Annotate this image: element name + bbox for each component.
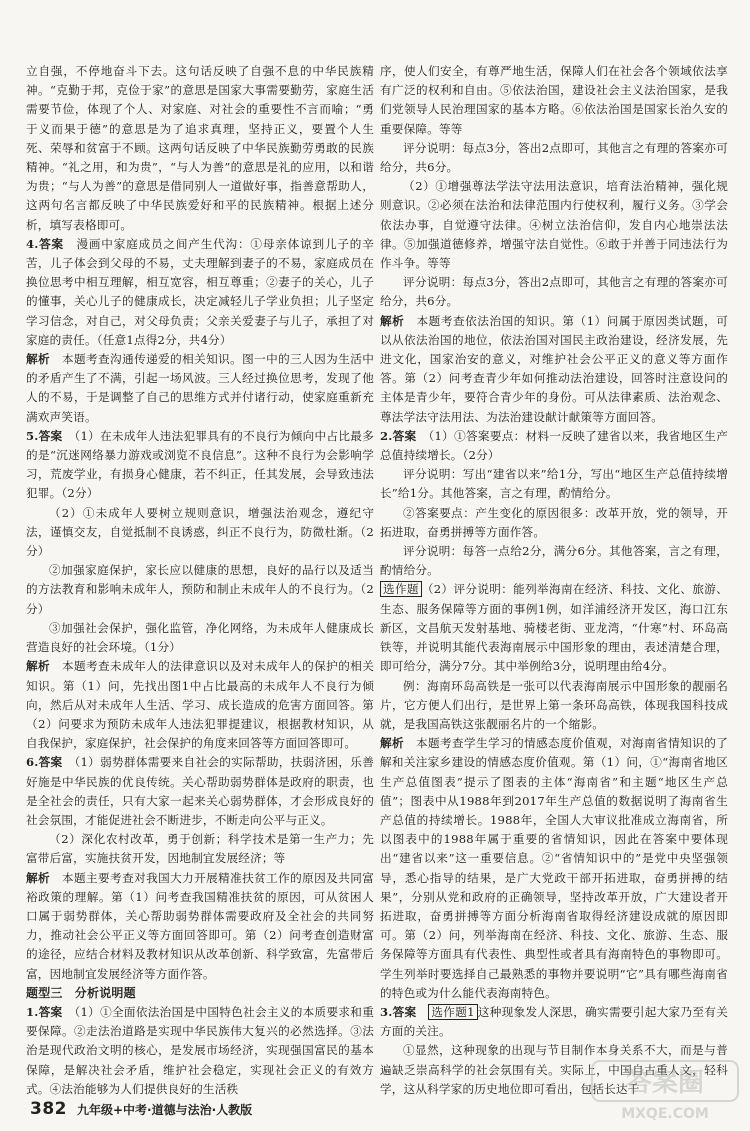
analysis-5 [26, 657, 374, 753]
answer-5 [26, 427, 374, 504]
analysis-label: 解析 [26, 659, 51, 674]
analysis-s2 [380, 734, 728, 1003]
answer-text: （1）弱势群体需要来自社会的实际帮助，扶弱济困，乐善好施是中华民族的优良传统。关心帮助弱势群体是政府的职责，也是全社会的责任，只有大家一起来关心弱势群体，才会形成良好的社会氛围，才能促进社会不断进步，不断走向公平与正义。 [26, 755, 375, 827]
answer-label: 4.答案 [26, 236, 64, 251]
elective-block [380, 580, 728, 676]
analysis-text: 本题考查未成年人的法律意识以及对未成年人的保护的相关知识。第（1）问，先找出图1中占比最高的未成年人不良行为倾向，然后从对未成年人生活、学习、成长造成的危害方面回答。第（2）问要求为预防未成年人违法犯罪提建议，根据教材知识，从自我保护，家庭保护，社会保护的角度来回答等方面回答即可。 [26, 659, 374, 751]
answer-text: （1）在未成年人违法犯罪具有的不良行为倾向中占比最多的是“沉迷网络暴力游戏或浏览不良信息”。这种不良行为会影响学习，荒废学业，有损身心健康，若不纠正，任其发展，会导致违法犯罪。（2分） [26, 428, 375, 501]
analysis-text: 本题考查学生学习的情感态度价值观，对海南省情知识的了解和关注家乡建设的情感态度价值观。第（1）问，①“海南省地区生产总值图表”提示了图表的主体“海南省”和主题“地区生产总值”；图表中从1988年到2017年生产总值的数据说明了海南省生产总值的持续增长。1988年，全国人大审议批准成立海南省，所以图表中的1988年属于重要的省情知识，因此在答案中要体现出“建省以来”这一重要信息。②“省情知识中的”是党中央坚强领导，悉心指导的结果，是广大党政干部开拓进取，奋勇拼搏的结果”，分别从党和政府的正确领导，坚持改革开放，广大建设者开拓进取，奋勇拼搏等方面分析海南省取得经济建设成就的原因即可。第（2）问，列举海南在经济、科技、文化、旅游、生态、服务保障等方面具有代表性、典型性或者具有海南特色的事物即可。学生列举时要选择自己最熟悉的事物并要说明“它”具有哪些海南省的特色或为什么能代表海南特色。 [380, 736, 728, 1000]
page-footer [30, 1099, 252, 1119]
analysis-4 [26, 350, 374, 427]
answer-s2 [380, 427, 728, 465]
answer-5-part4: ③加强社会保护，强化监管，净化网络，为未成年人健康成长营造良好的社会环境。（1分） [26, 620, 374, 655]
elective-tag: 选作题 [380, 581, 422, 597]
scoring-note: 评分说明：每点3分，答出2点即可，其他言之有理的答案亦可给分，共6分。 [380, 140, 728, 175]
answer-text: （1）①答案要点：材料一反映了建省以来，我省地区生产总值持续增长。（2分） [380, 428, 729, 463]
answer-label: 2.答案 [380, 428, 417, 443]
elective-tag: 选作题1 [428, 1004, 477, 1020]
answer-5-part2: （2）①未成年人要树立规则意识，增强法治观念，遵纪守法，谨慎交友，自觉抵制不良诱惑，纠正不良行为，防微杜渐。（2分） [26, 505, 374, 559]
answer-6 [26, 753, 374, 830]
analysis-text: 本题考查沟通传递爱的相关知识。图一中的三人因为生活中的矛盾产生了不满，引起一场风波。三人经过换位思考，发现了他人的不易，于是调整了自己的思维方式并付诸行动，使家庭重新充满欢声笑语。 [26, 352, 374, 424]
answer-label: 3.答案 [380, 1004, 417, 1019]
analysis-text: 本题考查依法治国的知识。第（1）问属于原因类试题，可以从依法治国的地位，依法治国对国民主政治建设，经济发展，先进文化，国家治安的意义，对维护社会公平正义的意义等方面作答。第（2）问考查青少年如何推动法治建设，回答时注意设问的主体是青少年，要符合青少年的身份。可从法律素质、法治观念、尊法学法守法用法、为法治建设献计献策等方面回答。 [380, 313, 729, 424]
answer-4 [26, 235, 374, 350]
answer-6-part2: （2）深化农村改革，勇于创新；科学技术是第一生产力；先富带后富，实施扶贫开发，因地制宜发展经济；等 [26, 832, 374, 866]
analysis-label: 解析 [26, 352, 51, 367]
scoring-note: 评分说明：写出“建省以来”给1分，写出“地区生产总值持续增长”给1分。其他答案，言之有理，酌情给分。 [380, 467, 728, 501]
analysis-s1 [380, 312, 728, 427]
answer-text: （1）①全面依法治国是中国特色社会主义的本质要求和重要保障。②走法治道路是实现中华民族伟大复兴的必然选择。③法治是现代政治文明的核心，是发展市场经济，实现强国富民的基本保障，是解决社会矛盾，维护社会稳定，实现社会正义的有效方式。④法治能够为人们提供良好的生活秩 [26, 1004, 375, 1096]
left-column [26, 62, 374, 1099]
right-column [380, 62, 728, 1099]
answer-label: 1.答案 [26, 1004, 63, 1019]
answer-part2: （2）①增强尊法学法守法用法意识，培育法治精神，强化规则意识。②必须在法治和法律范围内行使权利，履行义务。③学会依法办事，自觉遵守法律。④树立法治信仰，发自内心地崇法法律。⑤加强道德修养，增强守法自觉性。⑥敢于并善于同违法行为作斗争。等等 [380, 179, 728, 271]
watermark-url: MXQE.COM [621, 1106, 709, 1122]
answer-part: ①显然，这种现象的出现与节目制作本身关系不大，而是与普遍缺乏崇高科学的社会氛围有关。实际上，中国自古重人文，轻科学，这从科学家的历史地位即可看出，包括长达千 [380, 1043, 728, 1096]
answer-s1 [26, 1003, 374, 1099]
book-title: 九年级+中考·道德与法治·人教版 [77, 1103, 253, 1117]
scoring-note: 评分说明：每答一点给2分，满分6分。其他答案，言之有理，酌情给分。 [380, 544, 728, 578]
answer-label: 6.答案 [26, 755, 63, 770]
answer-5-part3: ②加强家庭保护，家长应以健康的思想，良好的品行以及适当的方法教育和影响未成年人，预防和制止未成年人的不良行为。（2分） [26, 563, 374, 616]
paragraph: 序，使人们安全，有尊严地生活，保障人们在社会各个领域依法享有广泛的权利和自由。⑤依法治国，建设社会主义法治国家，是我们党领导人民治理国家的基本方略。⑥依法治国是国家长治久安的重要保障。等等 [380, 64, 728, 136]
answer-label: 5.答案 [26, 428, 63, 443]
answer-s3 [380, 1003, 728, 1041]
scoring-note: 评分说明：每点3分，答出2点即可，其他言之有理的答案亦可给分，共6分。 [380, 275, 728, 309]
analysis-label: 解析 [380, 736, 405, 751]
elective-text: （2）评分说明：能列举海南在经济、科技、文化、旅游、生态、服务保障等方面的事例1例，如洋浦经济开发区，海口江东新区，文昌航天发射基地、骑楼老街、亚龙湾，“什寒”村、环岛高铁等，并说明其能代表海南展示中国形象的理由，表述清楚合理，即可给分，满分7分。其中举例给3分，说明理由给4分。 [380, 582, 729, 674]
example-text: 例：海南环岛高铁是一张可以代表海南展示中国形象的靓丽名片，它方便人们出行，是世界上第一条环岛高铁，体现我国科技成就，是我国高铁这张靓丽名片的一个缩影。 [380, 678, 728, 731]
section-heading: 题型三 分析说明题 [26, 985, 136, 1000]
analysis-6 [26, 869, 374, 984]
page-number: 382 [30, 1099, 67, 1119]
analysis-label: 解析 [26, 870, 51, 885]
answer-text: 这种现象发人深思，确实需要引起大家乃至有关方面的关注。 [380, 1004, 729, 1039]
answer-text: 漫画中家庭成员之间产生代沟：①母亲体谅到儿子的辛苦，儿子体会到父母的不易，丈夫理解到妻子的不易，家庭成员在换位思考中相互理解，相互宽容，相互尊重；②妻子的关心，儿子的懂事，关心儿子的健康成长，决定减轻儿子学业负担；儿子坚定学习信念，对自己，对父母负责；父亲关爱妻子与儿子，承担了对家庭的责任。（任意1点得2分，共4分） [26, 236, 375, 347]
watermark-logo [590, 1057, 740, 1123]
analysis-text: 本题主要考查对我国大力开展精准扶贫工作的原因及共同富裕政策的理解。第（1）问考查我国精准扶贫的原因，可从贫困人口属于弱势群体，关心帮助弱势群体需要政府及全社会的共同努力，推动社会公平正义等方面回答即可。第（2）问考查创造财富的途径，应结合材料及教材知识从改革创新、科学致富，先富带后富，因地制宜发展经济等方面作答。 [26, 870, 374, 981]
watermark-text: 答案圈 [625, 1068, 705, 1098]
analysis-label: 解析 [380, 313, 405, 328]
paragraph: 立自强，不停地奋斗下去。这句话反映了自强不息的中华民族精神。“克勤于邦，克俭于家”的意思是国家大事需要勤劳，家庭生活需要节俭，体现了个人、对家庭、对社会的重要性不言而喻；“勇于义而果于德”的意思是为了追求真理，坚持正义，要置个人生死、荣辱和贫富于不顾。这两句话反映了中华民族勤劳勇敢的民族精神。“礼之用，和为贵”，“与人为善”的意思是礼的应用，以和谐为贵；“与人为善”的意思是借同别人一道做好事，指善意帮助人，这两句名言都反映了中华民族爱好和平的民族精神。根据上述分析，填写表格即可。 [26, 64, 374, 232]
answer-part: ②答案要点：产生变化的原因很多：改革开放，党的领导，开拓进取，奋勇拼搏等方面作答。 [380, 505, 728, 539]
